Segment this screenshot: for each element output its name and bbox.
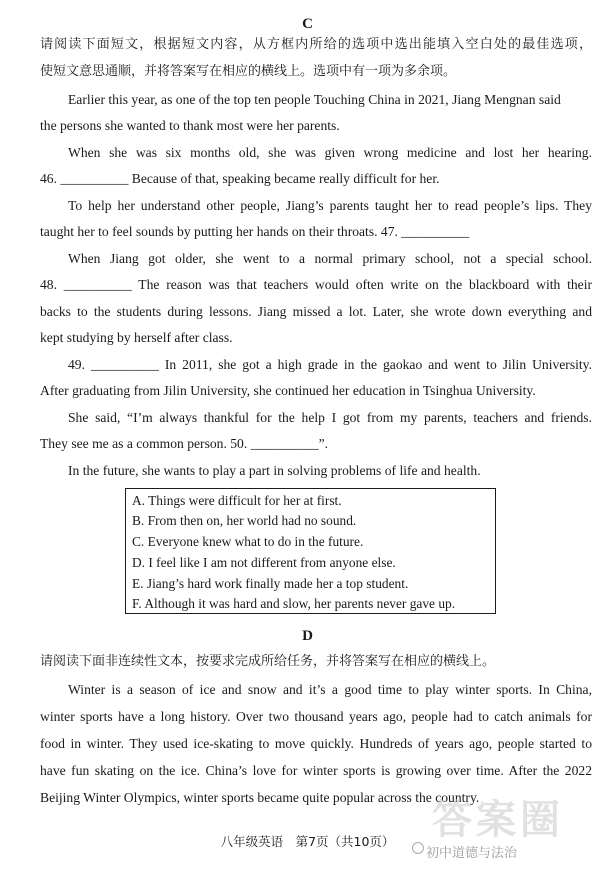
section-c-instruction-line-1: 请阅读下面短文，根据短文内容，从方框内所给的选项中选出能填入空白处的最佳选项，: [40, 37, 592, 52]
passage-line: In the future, she wants to play a part in solving problems of life and health.: [68, 463, 481, 478]
option-d: D. I feel like I am not different from anyone else.: [132, 555, 396, 570]
option-f: F. Although it was hard and slow, her parents never gave up.: [132, 596, 456, 611]
passage-line: the persons she wanted to thank most were her parents.: [40, 118, 340, 133]
section-d-heading: D: [302, 628, 313, 644]
option-c: C. Everyone knew what to do in the future.: [132, 534, 364, 549]
section-d-instruction: 请阅读下面非连续性文本，按要求完成所给任务，并将答案写在相应的横线上。: [40, 654, 496, 669]
option-e: E. Jiang’s hard work finally made her a top student.: [132, 576, 409, 591]
options-box: [125, 488, 496, 614]
section-c-heading: C: [302, 16, 313, 32]
watermark-account-name: 初中道德与法治: [426, 846, 518, 861]
option-b: B. From then on, her world had no sound.: [132, 513, 357, 528]
passage-line-q49: 49. __________ In 2011, she got a high grade in the gaokao and went to Jilin University.: [68, 357, 592, 372]
passage-line: Earlier this year, as one of the top ten people Touching China in 2021, Jiang Mengnan said: [68, 92, 561, 107]
passage-line-q46: 46. __________ Because of that, speaking became really difficult for her.: [40, 171, 440, 186]
option-a: A. Things were difficult for her at first.: [132, 493, 342, 508]
passage-line: When she was six months old, she was given wrong medicine and lost her hearing.: [68, 145, 592, 160]
passage-line: When Jiang got older, she went to a normal primary school, not a special school.: [68, 251, 592, 266]
passage-d-line: Beijing Winter Olympics, winter sports became quite popular across the country.: [40, 790, 480, 805]
page-footer: 八年级英语 第7页（共10页）: [220, 834, 395, 849]
passage-line: She said, “I’m always thankful for the help I got from my parents, teachers and friends.: [68, 410, 592, 425]
passage-line-q47: taught her to feel sounds by putting her hands on their throats. 47. __________: [40, 224, 470, 239]
passage-d-line: have fun skating on the ice. China’s love for winter sports is growing over time. After the 2022: [40, 763, 592, 778]
watermark-logo-text: 答案圈: [432, 797, 564, 843]
passage-d-line: food in winter. They used ice-skating to move quickly. Hundreds of years ago, people started to: [40, 736, 592, 751]
passage-line: backs to the students during lessons. Jiang missed a lot. Later, she wrote down everything and: [40, 304, 592, 319]
passage-line-q50: They see me as a common person. 50. __________”.: [40, 436, 329, 451]
passage-line: After graduating from Jilin University, she continued her education in Tsinghua University.: [40, 383, 536, 398]
section-c-instruction-line-2: 使短文意思通顺，并将答案写在相应的横线上。选项中有一项为多余项。: [40, 64, 457, 79]
passage-line-q48: 48. __________ The reason was that teachers would often write on the blackboard with their: [40, 277, 592, 292]
passage-d-line: Winter is a season of ice and snow and it’s a good time to play winter sports. In China,: [68, 682, 592, 697]
passage-line: kept studying by herself after class.: [40, 330, 233, 345]
watermark: [412, 788, 612, 868]
passage-line: To help her understand other people, Jiang’s parents taught her to read people’s lips. They: [68, 198, 592, 213]
passage-d-line: winter sports have a long history. Over two thousand years ago, people had to catch animals for: [40, 709, 592, 724]
